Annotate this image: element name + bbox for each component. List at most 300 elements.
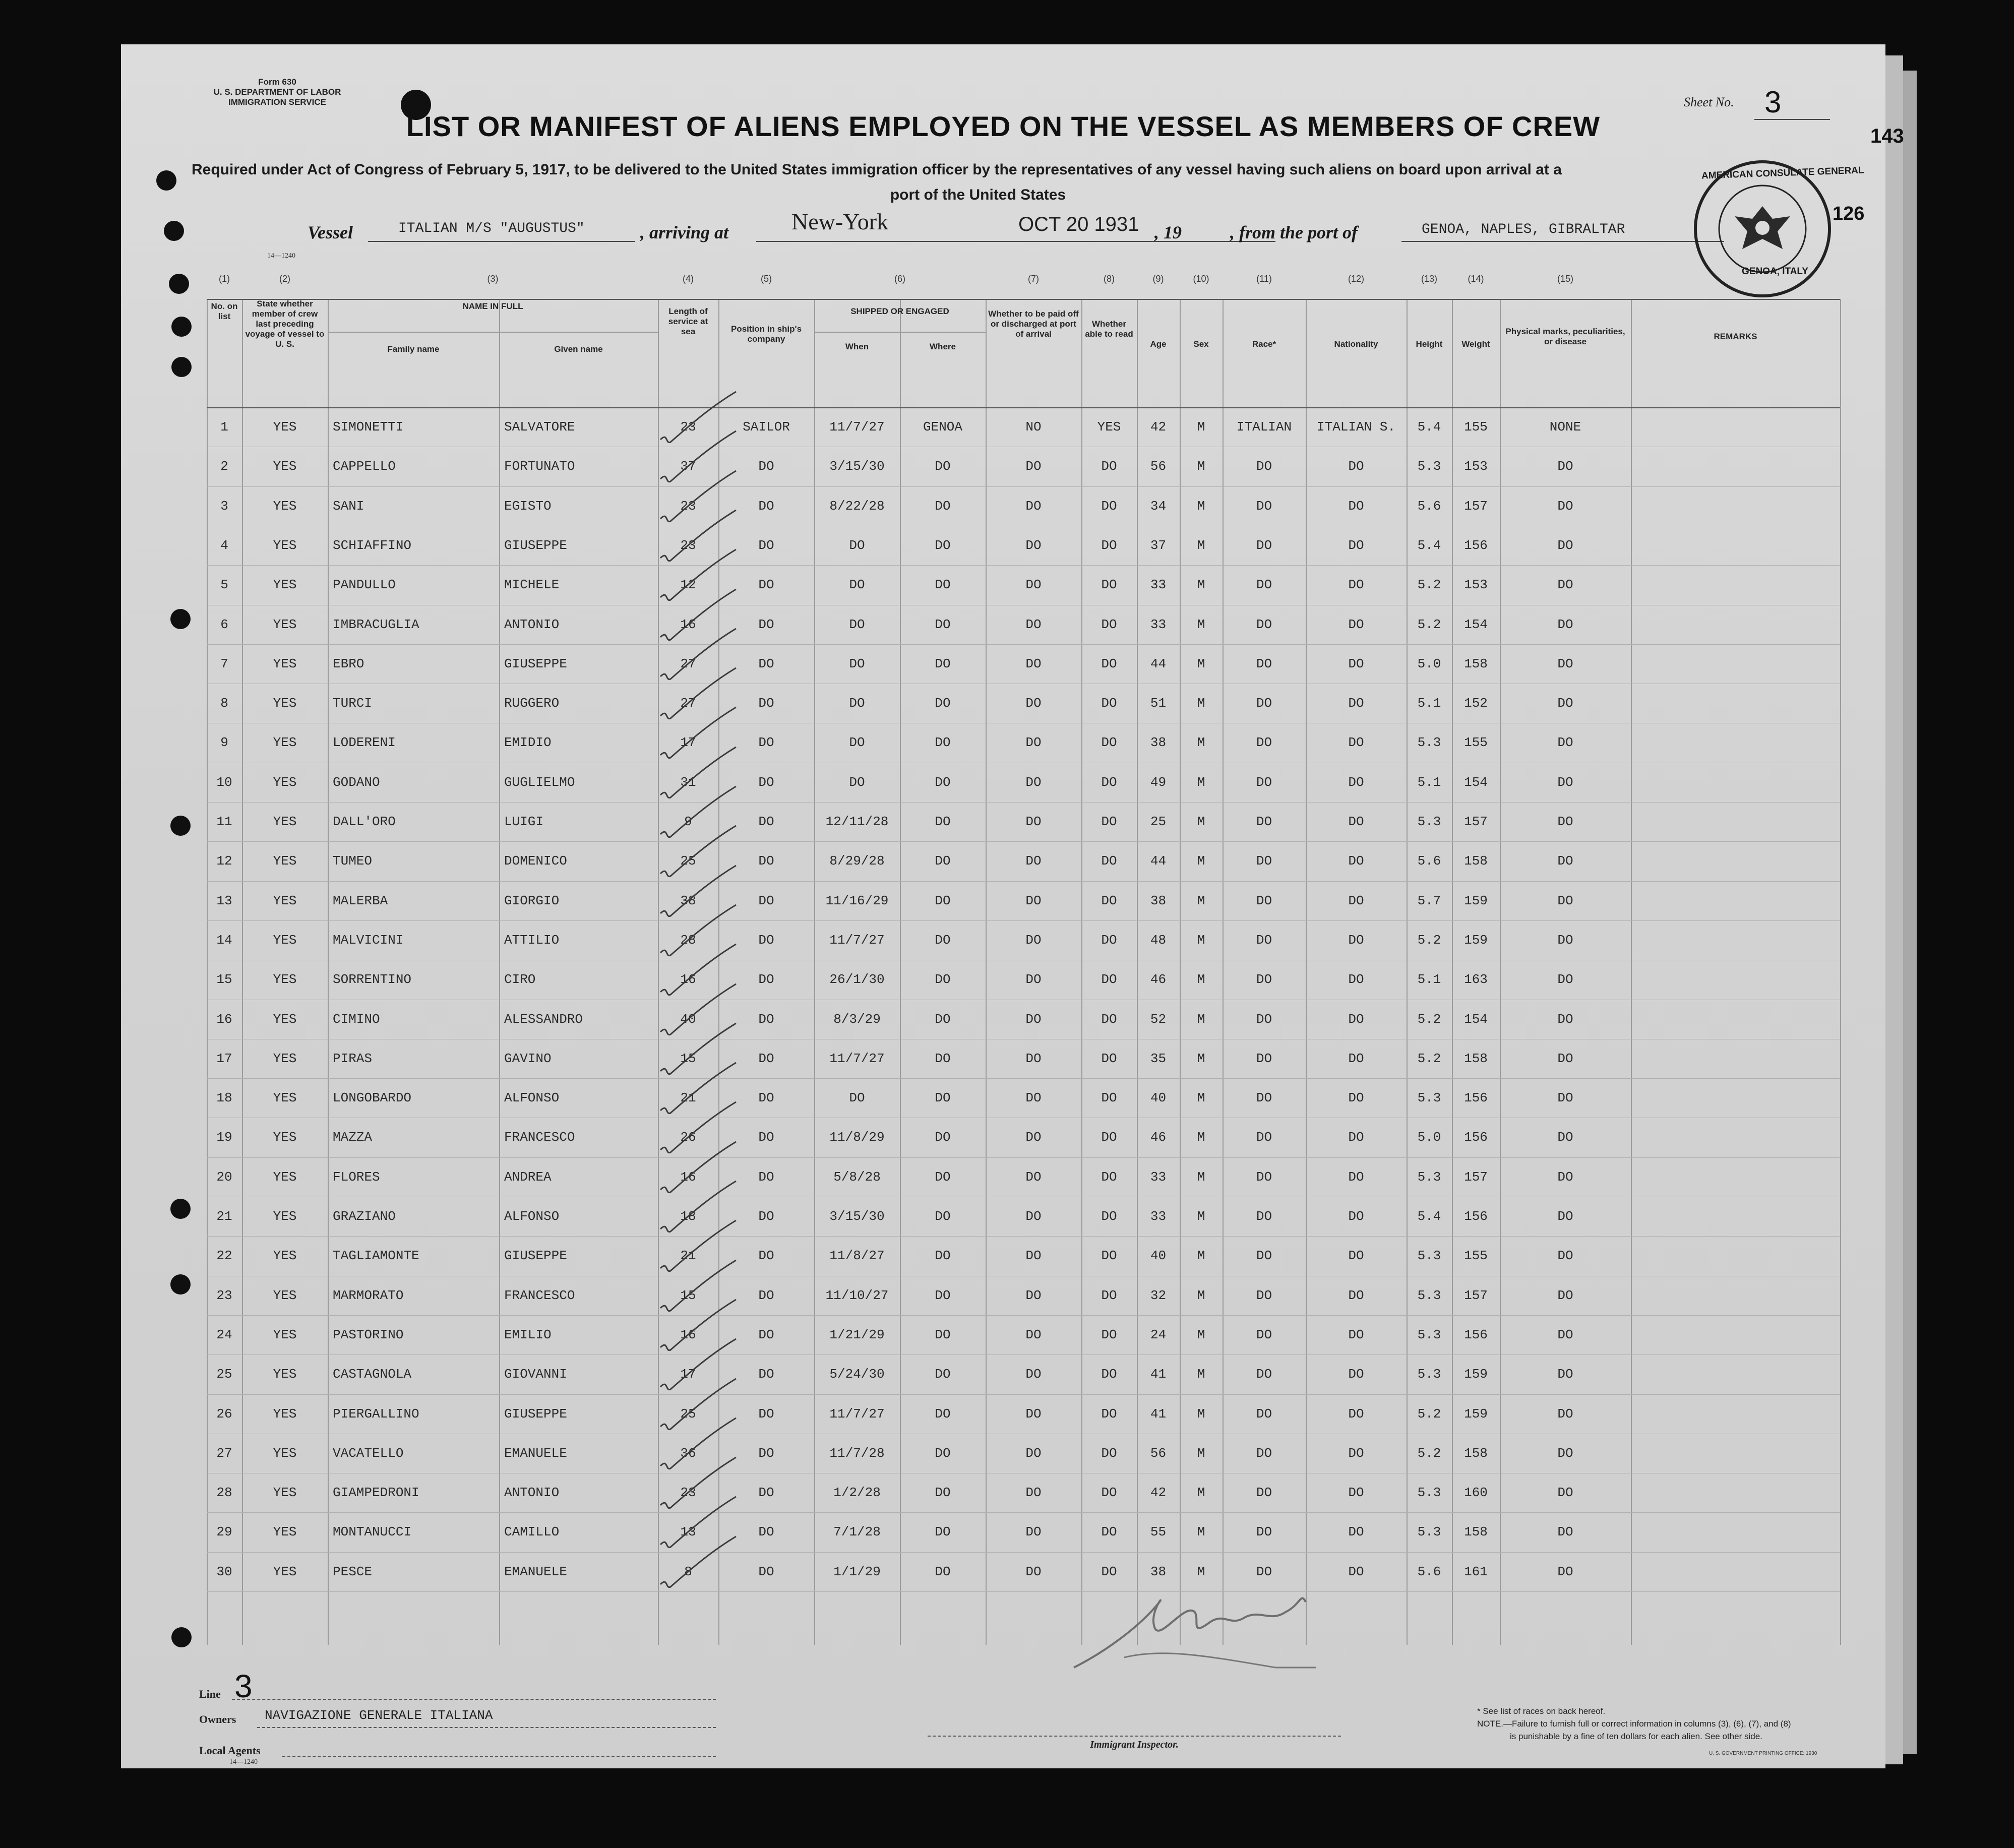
form-number: Form 630 [258, 77, 296, 87]
able-read-cell: DO [1101, 1169, 1117, 1185]
member-crew-cell: YES [273, 814, 297, 829]
row-number: 24 [216, 1327, 232, 1342]
nationality-cell: DO [1348, 1130, 1364, 1145]
header-age: Age [1150, 339, 1167, 349]
paid-off-cell: DO [1025, 1011, 1042, 1027]
service-length-cell: 23 [680, 1485, 696, 1501]
header-race: Race* [1252, 339, 1276, 349]
paid-off-cell: DO [1025, 774, 1042, 790]
given-name-cell: FORTUNATO [504, 459, 575, 474]
physical-marks-cell: DO [1557, 1327, 1573, 1342]
sex-cell: M [1197, 1130, 1205, 1145]
col-num-15: (15) [1557, 274, 1573, 284]
weight-cell: 153 [1464, 459, 1488, 474]
service-length-cell: 37 [680, 459, 696, 474]
shipped-when-cell: DO [849, 537, 865, 553]
arriving-label: , arriving at [640, 222, 729, 242]
given-name-cell: ALFONSO [504, 1090, 560, 1106]
paid-off-cell: DO [1025, 1564, 1042, 1579]
sex-cell: M [1197, 656, 1205, 671]
member-crew-cell: YES [273, 577, 297, 593]
binder-hole-icon [170, 816, 191, 836]
age-cell: 38 [1150, 893, 1167, 908]
given-name-cell: ATTILIO [504, 932, 560, 948]
row-number: 7 [220, 656, 228, 671]
race-cell: DO [1256, 696, 1272, 711]
age-cell: 42 [1150, 419, 1167, 435]
race-cell: DO [1256, 853, 1272, 869]
member-crew-cell: YES [273, 498, 297, 514]
shipped-where-cell: DO [935, 1011, 951, 1027]
service-length-cell: 25 [680, 1406, 696, 1422]
family-name-cell: VACATELLO [333, 1445, 404, 1461]
shipped-where-cell: DO [935, 1130, 951, 1145]
header-length-service: Length of service at sea [668, 306, 708, 336]
row-number: 2 [220, 459, 228, 474]
service-length-cell: 16 [680, 1327, 696, 1342]
row-number: 20 [216, 1169, 232, 1185]
nationality-cell: DO [1348, 1051, 1364, 1066]
table-column-rule [328, 299, 329, 1645]
service-length-cell: 36 [680, 1445, 696, 1461]
physical-marks-cell: DO [1557, 932, 1573, 948]
age-cell: 24 [1150, 1327, 1167, 1342]
paid-off-cell: DO [1025, 1209, 1042, 1224]
position-cell: DO [758, 1524, 774, 1540]
col-num-10: (10) [1193, 274, 1209, 284]
service-length-cell: 9 [684, 814, 692, 829]
physical-marks-cell: DO [1557, 1051, 1573, 1066]
position-cell: DO [758, 577, 774, 593]
race-cell: DO [1256, 893, 1272, 908]
position-cell: DO [758, 1485, 774, 1501]
member-crew-cell: YES [273, 459, 297, 474]
shipped-when-cell: 1/21/29 [829, 1327, 885, 1342]
position-cell: DO [758, 932, 774, 948]
col-num-6: (6) [894, 274, 905, 284]
row-number: 15 [216, 972, 232, 988]
given-name-cell: GIORGIO [504, 893, 560, 908]
family-name-cell: MARMORATO [333, 1287, 404, 1303]
manifest-sheet [121, 44, 1904, 1768]
nationality-cell: DO [1348, 537, 1364, 553]
nationality-cell: DO [1348, 1406, 1364, 1422]
family-name-cell: CAPPELLO [333, 459, 396, 474]
age-cell: 33 [1150, 617, 1167, 632]
age-cell: 34 [1150, 498, 1167, 514]
row-number: 8 [220, 696, 228, 711]
shipped-when-cell: 11/7/27 [829, 1051, 885, 1066]
shipped-where-cell: DO [935, 1327, 951, 1342]
vessel-label: Vessel [308, 222, 353, 242]
service-length-cell: 15 [680, 1287, 696, 1303]
able-read-cell: DO [1101, 735, 1117, 751]
service-length-cell: 16 [680, 972, 696, 988]
nationality-cell: DO [1348, 1169, 1364, 1185]
shipped-when-cell: 3/15/30 [829, 459, 885, 474]
table-header-rule [207, 407, 1840, 408]
given-name-cell: ANTONIO [504, 1485, 560, 1501]
header-weight: Weight [1461, 339, 1490, 349]
nationality-cell: DO [1348, 893, 1364, 908]
row-number: 18 [216, 1090, 232, 1106]
height-cell: 5.2 [1417, 932, 1441, 948]
given-name-cell: ANTONIO [504, 617, 560, 632]
family-name-cell: TAGLIAMONTE [333, 1248, 419, 1264]
service-length-cell: 23 [680, 419, 696, 435]
sex-cell: M [1197, 1209, 1205, 1224]
sex-cell: M [1197, 1485, 1205, 1501]
height-cell: 5.6 [1417, 853, 1441, 869]
nationality-cell: DO [1348, 1367, 1364, 1382]
able-read-cell: DO [1101, 774, 1117, 790]
shipped-where-cell: DO [935, 696, 951, 711]
col-num-1: (1) [219, 274, 230, 284]
weight-cell: 154 [1464, 1011, 1488, 1027]
weight-cell: 156 [1464, 537, 1488, 553]
nationality-cell: DO [1348, 1445, 1364, 1461]
row-number: 10 [216, 774, 232, 790]
sex-cell: M [1197, 1051, 1205, 1066]
age-cell: 33 [1150, 1169, 1167, 1185]
table-column-rule [499, 299, 500, 1645]
given-name-cell: MICHELE [504, 577, 560, 593]
height-cell: 5.2 [1417, 1051, 1441, 1066]
weight-cell: 157 [1464, 814, 1488, 829]
age-cell: 46 [1150, 972, 1167, 988]
shipped-where-cell: DO [935, 1445, 951, 1461]
height-cell: 5.6 [1417, 1564, 1441, 1579]
paid-off-cell: DO [1025, 893, 1042, 908]
row-number: 16 [216, 1011, 232, 1027]
printing-office: U. S. GOVERNMENT PRINTING OFFICE: 1930 [1709, 1751, 1817, 1756]
height-cell: 5.0 [1417, 656, 1441, 671]
row-number: 22 [216, 1248, 232, 1264]
given-name-cell: EMANUELE [504, 1445, 567, 1461]
paid-off-cell: DO [1025, 1287, 1042, 1303]
nationality-cell: DO [1348, 1485, 1364, 1501]
weight-cell: 156 [1464, 1090, 1488, 1106]
weight-cell: 153 [1464, 577, 1488, 593]
member-crew-cell: YES [273, 932, 297, 948]
weight-cell: 156 [1464, 1327, 1488, 1342]
race-cell: DO [1256, 656, 1272, 671]
physical-marks-cell: DO [1557, 1090, 1573, 1106]
col-num-5: (5) [761, 274, 772, 284]
shipped-where-cell: DO [935, 1524, 951, 1540]
able-read-cell: DO [1101, 1090, 1117, 1106]
paid-off-cell: DO [1025, 1524, 1042, 1540]
nationality-cell: DO [1348, 972, 1364, 988]
able-read-cell: DO [1101, 1406, 1117, 1422]
family-name-cell: PASTORINO [333, 1327, 404, 1342]
sex-cell: M [1197, 1011, 1205, 1027]
nationality-cell: DO [1348, 459, 1364, 474]
weight-cell: 159 [1464, 932, 1488, 948]
sex-cell: M [1197, 1564, 1205, 1579]
family-name-cell: MALERBA [333, 893, 388, 908]
member-crew-cell: YES [273, 1445, 297, 1461]
position-cell: DO [758, 814, 774, 829]
height-cell: 5.3 [1417, 735, 1441, 751]
arrival-date-stamp: OCT 20 1931 [1018, 213, 1139, 235]
form-department: U. S. DEPARTMENT OF LABOR [213, 87, 341, 97]
paid-off-cell: DO [1025, 932, 1042, 948]
table-subheader-rule [328, 332, 658, 333]
row-number: 5 [220, 577, 228, 593]
given-name-cell: GIUSEPPE [504, 656, 567, 671]
table-row-rule [207, 1315, 1840, 1316]
paid-off-cell: DO [1025, 814, 1042, 829]
service-length-cell: 13 [680, 1524, 696, 1540]
age-cell: 35 [1150, 1051, 1167, 1066]
row-number: 25 [216, 1367, 232, 1382]
nationality-cell: DO [1348, 814, 1364, 829]
header-position: Position in ship's company [730, 324, 802, 344]
age-cell: 40 [1150, 1248, 1167, 1264]
service-length-cell: 8 [684, 1564, 692, 1579]
agents-underline [282, 1756, 716, 1757]
sex-cell: M [1197, 1445, 1205, 1461]
nationality-cell: DO [1348, 696, 1364, 711]
member-crew-cell: YES [273, 1130, 297, 1145]
sex-cell: M [1197, 696, 1205, 711]
able-read-cell: DO [1101, 577, 1117, 593]
shipped-when-cell: DO [849, 696, 865, 711]
weight-cell: 159 [1464, 893, 1488, 908]
footer-owners-value: NAVIGAZIONE GENERALE ITALIANA [265, 1708, 493, 1723]
paper-edge-back [1902, 71, 1917, 1754]
nationality-cell: DO [1348, 1287, 1364, 1303]
binder-hole-icon [170, 609, 191, 629]
weight-cell: 152 [1464, 696, 1488, 711]
shipped-where-cell: DO [935, 1406, 951, 1422]
weight-cell: 159 [1464, 1367, 1488, 1382]
paid-off-cell: DO [1025, 577, 1042, 593]
able-read-cell: DO [1101, 1445, 1117, 1461]
physical-marks-cell: DO [1557, 1445, 1573, 1461]
position-cell: DO [758, 1367, 774, 1382]
shipped-where-cell: DO [935, 617, 951, 632]
paid-off-cell: DO [1025, 1367, 1042, 1382]
given-name-cell: EMANUELE [504, 1564, 567, 1579]
age-cell: 38 [1150, 1564, 1167, 1579]
physical-marks-cell: DO [1557, 656, 1573, 671]
header-remarks: REMARKS [1714, 332, 1757, 341]
footer-owners-label: Owners [199, 1713, 236, 1726]
able-read-cell: DO [1101, 656, 1117, 671]
header-where: Where [930, 342, 956, 351]
family-name-cell: IMBRACUGLIA [333, 617, 419, 632]
paid-off-cell: DO [1025, 1248, 1042, 1264]
shipped-when-cell: 11/16/29 [825, 893, 889, 908]
col-num-4: (4) [683, 274, 694, 284]
race-cell: DO [1256, 1406, 1272, 1422]
sex-cell: M [1197, 1169, 1205, 1185]
row-number: 6 [220, 617, 228, 632]
race-cell: ITALIAN [1236, 419, 1292, 435]
requirement-line-1: Required under Act of Congress of February 5, 1917, to be delivered to the United States immigration officer by the representatives of any vessel having such aliens on board upon arrival at a [192, 161, 1562, 178]
physical-marks-cell: DO [1557, 893, 1573, 908]
service-length-cell: 21 [680, 1090, 696, 1106]
physical-marks-cell: DO [1557, 617, 1573, 632]
physical-marks-cell: DO [1557, 735, 1573, 751]
footer-line-label: Line [199, 1688, 221, 1700]
physical-marks-cell: DO [1557, 498, 1573, 514]
shipped-when-cell: 26/1/30 [829, 972, 885, 988]
family-name-cell: CIMINO [333, 1011, 380, 1027]
member-crew-cell: YES [273, 1524, 297, 1540]
nationality-cell: DO [1348, 1327, 1364, 1342]
member-crew-cell: YES [273, 1011, 297, 1027]
able-read-cell: DO [1101, 1130, 1117, 1145]
height-cell: 5.4 [1417, 1209, 1441, 1224]
age-cell: 44 [1150, 853, 1167, 869]
position-cell: DO [758, 537, 774, 553]
header-name-in-full: NAME IN FULL [462, 301, 523, 311]
family-name-cell: SORRENTINO [333, 972, 412, 988]
row-number: 12 [216, 853, 232, 869]
header-paid-off: Whether to be paid off or discharged at port of arrival [988, 309, 1079, 339]
shipped-when-cell: 8/3/29 [833, 1011, 881, 1027]
sex-cell: M [1197, 893, 1205, 908]
position-cell: DO [758, 1169, 774, 1185]
shipped-where-cell: DO [935, 774, 951, 790]
paid-off-cell: DO [1025, 459, 1042, 474]
table-row-rule [207, 486, 1840, 487]
member-crew-cell: YES [273, 853, 297, 869]
family-name-cell: SANI [333, 498, 364, 514]
physical-marks-cell: DO [1557, 1130, 1573, 1145]
col-num-3: (3) [487, 274, 499, 284]
paid-off-cell: DO [1025, 735, 1042, 751]
row-number: 29 [216, 1524, 232, 1540]
weight-cell: 157 [1464, 498, 1488, 514]
nationality-cell: DO [1348, 1524, 1364, 1540]
shipped-when-cell: DO [849, 577, 865, 593]
height-cell: 5.3 [1417, 1287, 1441, 1303]
physical-marks-cell: DO [1557, 1367, 1573, 1382]
col-num-12: (12) [1348, 274, 1364, 284]
age-cell: 56 [1150, 1445, 1167, 1461]
shipped-where-cell: DO [935, 1090, 951, 1106]
member-crew-cell: YES [273, 1051, 297, 1066]
nationality-cell: DO [1348, 735, 1364, 751]
age-cell: 32 [1150, 1287, 1167, 1303]
family-name-cell: MALVICINI [333, 932, 404, 948]
header-height: Height [1416, 339, 1443, 349]
family-name-cell: DALL'ORO [333, 814, 396, 829]
family-name-cell: PANDULLO [333, 577, 396, 593]
age-cell: 33 [1150, 1209, 1167, 1224]
family-name-cell: GRAZIANO [333, 1209, 396, 1224]
row-number: 21 [216, 1209, 232, 1224]
able-read-cell: DO [1101, 498, 1117, 514]
service-length-cell: 16 [680, 1169, 696, 1185]
nationality-cell: DO [1348, 577, 1364, 593]
position-cell: SAILOR [743, 419, 790, 435]
shipped-where-cell: DO [935, 1367, 951, 1382]
member-crew-cell: YES [273, 1209, 297, 1224]
given-name-cell: GIOVANNI [504, 1367, 567, 1382]
physical-marks-cell: DO [1557, 814, 1573, 829]
height-cell: 5.2 [1417, 617, 1441, 632]
seal-text-bottom: GENOA, ITALY [1742, 266, 1808, 277]
age-cell: 33 [1150, 577, 1167, 593]
age-cell: 38 [1150, 735, 1167, 751]
row-number: 27 [216, 1445, 232, 1461]
sex-cell: M [1197, 853, 1205, 869]
paid-off-cell: DO [1025, 1485, 1042, 1501]
seal-text-top: AMERICAN CONSULATE GENERAL [1701, 165, 1864, 181]
year-label: , 19 [1154, 222, 1182, 242]
paid-off-cell: DO [1025, 972, 1042, 988]
paid-off-cell: DO [1025, 1090, 1042, 1106]
physical-marks-cell: NONE [1549, 419, 1581, 435]
height-cell: 5.0 [1417, 1130, 1441, 1145]
sex-cell: M [1197, 577, 1205, 593]
physical-marks-cell: DO [1557, 1287, 1573, 1303]
member-crew-cell: YES [273, 893, 297, 908]
race-cell: DO [1256, 972, 1272, 988]
able-read-cell: DO [1101, 972, 1117, 988]
weight-cell: 156 [1464, 1130, 1488, 1145]
shipped-where-cell: DO [935, 972, 951, 988]
footer-agents-label: Local Agents [199, 1744, 261, 1757]
sheet-label: Sheet No. [1684, 95, 1734, 109]
form-service: IMMIGRATION SERVICE [228, 97, 326, 107]
position-cell: DO [758, 853, 774, 869]
shipped-when-cell: 5/8/28 [833, 1169, 881, 1185]
table-row-rule [207, 644, 1840, 645]
position-cell: DO [758, 735, 774, 751]
header-given-name: Given name [554, 344, 603, 354]
service-length-cell: 16 [680, 617, 696, 632]
from-ports-underline [1401, 241, 1724, 242]
able-read-cell: DO [1101, 893, 1117, 908]
footer-agents-code: 14—1240 [229, 1758, 258, 1766]
race-cell: DO [1256, 1367, 1272, 1382]
physical-marks-cell: DO [1557, 1485, 1573, 1501]
sex-cell: M [1197, 419, 1205, 435]
given-name-cell: SALVATORE [504, 419, 575, 435]
sex-cell: M [1197, 814, 1205, 829]
member-crew-cell: YES [273, 774, 297, 790]
member-crew-cell: YES [273, 656, 297, 671]
race-cell: DO [1256, 1248, 1272, 1264]
able-read-cell: DO [1101, 1367, 1117, 1382]
position-cell: DO [758, 696, 774, 711]
row-number: 14 [216, 932, 232, 948]
table-row-rule [207, 802, 1840, 803]
physical-marks-cell: DO [1557, 1011, 1573, 1027]
height-cell: 5.1 [1417, 774, 1441, 790]
weight-cell: 157 [1464, 1287, 1488, 1303]
race-cell: DO [1256, 577, 1272, 593]
binder-hole-icon [170, 1274, 191, 1295]
weight-cell: 158 [1464, 656, 1488, 671]
row-number: 30 [216, 1564, 232, 1579]
sex-cell: M [1197, 774, 1205, 790]
position-cell: DO [758, 972, 774, 988]
shipped-when-cell: DO [849, 656, 865, 671]
sex-cell: M [1197, 972, 1205, 988]
shipped-when-cell: 11/8/27 [829, 1248, 885, 1264]
binder-hole-icon [170, 1199, 191, 1219]
race-cell: DO [1256, 1564, 1272, 1579]
shipped-where-cell: DO [935, 498, 951, 514]
given-name-cell: RUGGERO [504, 696, 560, 711]
